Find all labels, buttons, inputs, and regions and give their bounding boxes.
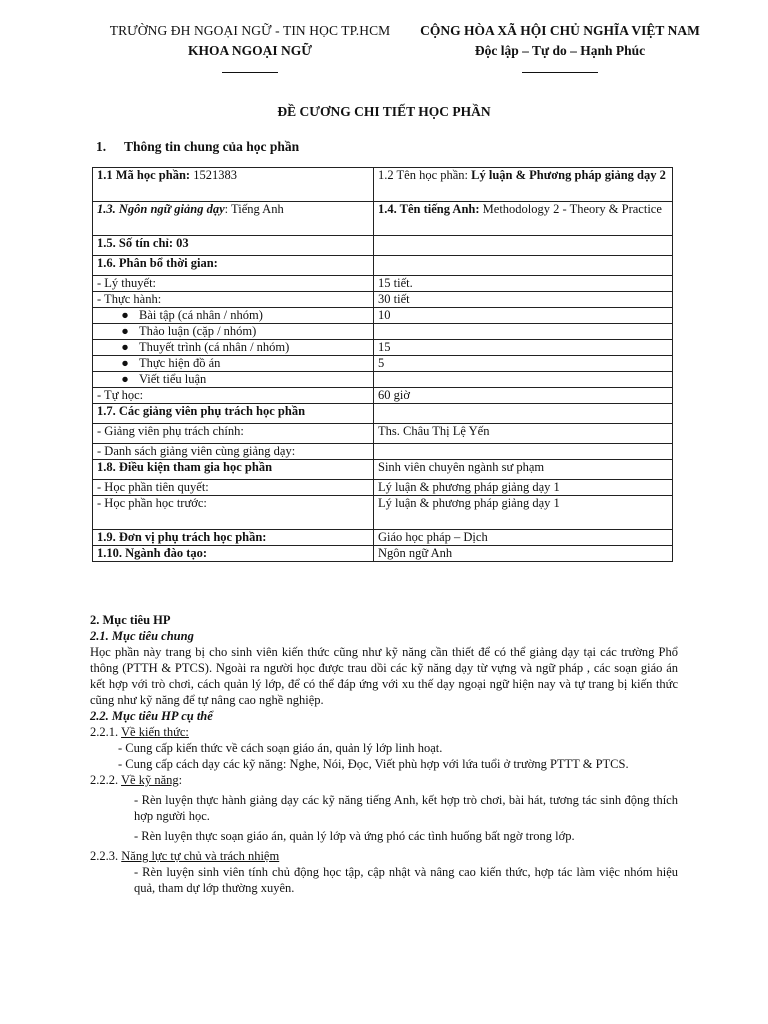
table-row: [93, 444, 673, 460]
knowledge-item: - Cung cấp cách dạy các kỹ năng: Nghe, Nói, Đọc, Viết phù hợp với lứa tuổi ở trường PTTT & PTCS.: [118, 757, 629, 771]
table-row: [93, 546, 673, 562]
course-code-label: 1.1 Mã học phần:: [97, 168, 191, 182]
table-row: [93, 340, 673, 356]
autonomy-heading: [90, 848, 678, 864]
bullet-item: [93, 308, 374, 324]
section-1-label: Thông tin chung của học phần: [124, 139, 300, 154]
bullet-label: Thực hiện đồ án: [139, 356, 221, 370]
main-lecturer-label: - Giảng viên phụ trách chính:: [93, 424, 374, 444]
table-row: [93, 496, 673, 530]
table-row: [93, 236, 673, 256]
bullet-item: [93, 340, 374, 356]
empty-cell: [374, 256, 673, 276]
prior-course-label: - Học phần học trước:: [93, 496, 374, 530]
course-name-label: Tên học phần:: [396, 168, 469, 182]
course-code-cell: [93, 168, 374, 202]
prerequisites-heading: 1.8. Điều kiện tham gia học phần: [93, 460, 374, 480]
bullet-value: 15: [374, 340, 673, 356]
bullet-icon: ●: [121, 324, 129, 338]
bullet-item: [93, 372, 374, 388]
bullet-value: 10: [374, 308, 673, 324]
knowledge-heading: [90, 724, 678, 740]
table-row: [93, 388, 673, 404]
knowledge-number: 2.2.1.: [90, 725, 122, 739]
table-row: [93, 168, 673, 202]
english-name-value: Methodology 2 - Theory & Practice: [479, 202, 662, 216]
table-row: [93, 530, 673, 546]
general-objective-paragraph: Học phần này trang bị cho sinh viên kiến thức cũng như kỹ năng cần thiết để có thể giảng dạy tại các trường Phổ thông (PTTH & PTCS). Ngoài ra người học được trau dồi các kỹ năng dạy từ vựng và ngữ pháp , các soạn giáo án kết hợp với trò chơi, cách quản lý lớp, để có thể đáp ứng với xu thế dạy ngoại ngữ hiện nay và tự trang bị kiến thức cũng như kỹ năng để tự nâng cao nghề nghiệp.: [90, 645, 678, 707]
course-info-table: [92, 167, 673, 562]
bullet-value: [374, 372, 673, 388]
table-row: [93, 356, 673, 372]
empty-cell: [374, 404, 673, 424]
document-title: ĐỀ CƯƠNG CHI TIẾT HỌC PHẦN: [277, 104, 491, 119]
self-study-value: 60 giờ: [374, 388, 673, 404]
theory-label: - Lý thuyết:: [93, 276, 374, 292]
faculty-name: KHOA NGOẠI NGỮ: [187, 42, 312, 58]
header-right: [410, 22, 710, 78]
table-row: [93, 276, 673, 292]
prerequisites-value: Sinh viên chuyên ngành sư phạm: [374, 460, 673, 480]
language-cell: [93, 202, 374, 236]
skills-colon: :: [178, 773, 183, 787]
skills-heading: [90, 772, 678, 788]
autonomy-item: - Rèn luyện sinh viên tính chủ động học tập, cập nhật và nâng cao kiến thức, hợp tác làm việc nhóm hiệu quả, tham dự lớp thường xuyên.: [134, 865, 678, 895]
department-value: Giáo học pháp – Dịch: [374, 530, 673, 546]
time-allocation-cell: 1.6. Phân bổ thời gian:: [93, 256, 374, 276]
prereq-course-value: Lý luận & phương pháp giảng dạy 1: [374, 480, 673, 496]
prereq-course-label: - Học phần tiên quyết:: [93, 480, 374, 496]
autonomy-number: 2.2.3.: [90, 849, 122, 863]
credits-cell: 1.5. Số tín chỉ: 03: [93, 236, 374, 256]
table-row: [93, 308, 673, 324]
section-1-heading: [96, 138, 299, 156]
bullet-item: [93, 324, 374, 340]
course-name-value: Lý luận & Phương pháp giảng dạy 2: [468, 168, 666, 182]
major-label: 1.10. Ngành đào tạo:: [93, 546, 374, 562]
course-name-prefix: 1.2: [378, 168, 397, 182]
table-row: [93, 424, 673, 444]
national-title: CỘNG HÒA XÃ HỘI CHỦ NGHĨA VIỆT NAM: [420, 23, 700, 38]
skills-number: 2.2.2.: [90, 773, 122, 787]
university-name: TRƯỜNG ĐH NGOẠI NGỮ - TIN HỌC TP.HCM: [109, 23, 391, 38]
theory-value: 15 tiết.: [374, 276, 673, 292]
practice-value: 30 tiết: [374, 292, 673, 308]
language-label: 1.3. Ngôn ngữ giảng dạy: [97, 202, 225, 216]
bullet-label: Thuyết trình (cá nhân / nhóm): [139, 340, 290, 354]
bullet-label: Thảo luận (cặp / nhóm): [139, 324, 257, 338]
table-row: [93, 404, 673, 424]
table-row: [93, 480, 673, 496]
prior-course-value: Lý luận & phương pháp giảng dạy 1: [374, 496, 673, 530]
knowledge-label: Về kiến thức:: [121, 725, 189, 739]
section-2: [90, 612, 678, 896]
skills-item: - Rèn luyện thực hành giảng dạy các kỹ năng tiếng Anh, kết hợp trò chơi, bài hát, tương tác sinh động thích hợp người học.: [134, 793, 678, 823]
self-study-label: - Tự học:: [93, 388, 374, 404]
subsection-2-2-heading: 2.2. Mục tiêu HP cụ thể: [90, 709, 213, 723]
empty-cell: [374, 444, 673, 460]
table-row: [93, 372, 673, 388]
bullet-icon: ●: [121, 356, 129, 370]
section-1-number: 1.: [96, 139, 107, 154]
language-value: : Tiếng Anh: [224, 202, 284, 216]
skills-item: - Rèn luyện thực soạn giáo án, quản lý lớp và ứng phó các tình huống bất ngờ trong lớp.: [134, 829, 575, 843]
bullet-value: [374, 324, 673, 340]
bullet-icon: ●: [121, 372, 129, 386]
table-row: [93, 256, 673, 276]
subsection-2-1-heading: 2.1. Mục tiêu chung: [90, 629, 194, 643]
co-lecturers-label: - Danh sách giảng viên cùng giảng dạy:: [93, 444, 374, 460]
skills-label: Về kỹ năng: [121, 773, 179, 787]
major-value: Ngôn ngữ Anh: [374, 546, 673, 562]
header-right-rule: [522, 62, 598, 73]
bullet-value: 5: [374, 356, 673, 372]
bullet-icon: ●: [121, 308, 129, 322]
header-left-rule: [222, 62, 278, 73]
empty-cell: [374, 236, 673, 256]
english-name-cell: [374, 202, 673, 236]
table-row: [93, 460, 673, 480]
bullet-label: Bài tập (cá nhân / nhóm): [139, 308, 263, 322]
table-row: [93, 324, 673, 340]
bullet-item: [93, 356, 374, 372]
english-name-label: 1.4. Tên tiếng Anh:: [378, 202, 480, 216]
bullet-icon: ●: [121, 340, 129, 354]
national-motto: Độc lập – Tự do – Hạnh Phúc: [474, 42, 646, 58]
section-2-heading: 2. Mục tiêu HP: [90, 613, 171, 627]
header-left: [100, 22, 400, 78]
course-name-cell: [374, 168, 673, 202]
practice-label: - Thực hành:: [93, 292, 374, 308]
department-label: 1.9. Đơn vị phụ trách học phần:: [93, 530, 374, 546]
knowledge-item: - Cung cấp kiến thức về cách soạn giáo án, quản lý lớp linh hoạt.: [118, 741, 443, 755]
table-row: [93, 202, 673, 236]
course-code-value: 1521383: [190, 168, 237, 182]
main-lecturer-value: Ths. Châu Thị Lệ Yến: [374, 424, 673, 444]
autonomy-label: Năng lực tự chủ và trách nhiệm: [121, 849, 280, 863]
bullet-label: Viết tiểu luận: [139, 372, 207, 386]
lecturers-heading: 1.7. Các giảng viên phụ trách học phần: [93, 404, 374, 424]
table-row: [93, 292, 673, 308]
